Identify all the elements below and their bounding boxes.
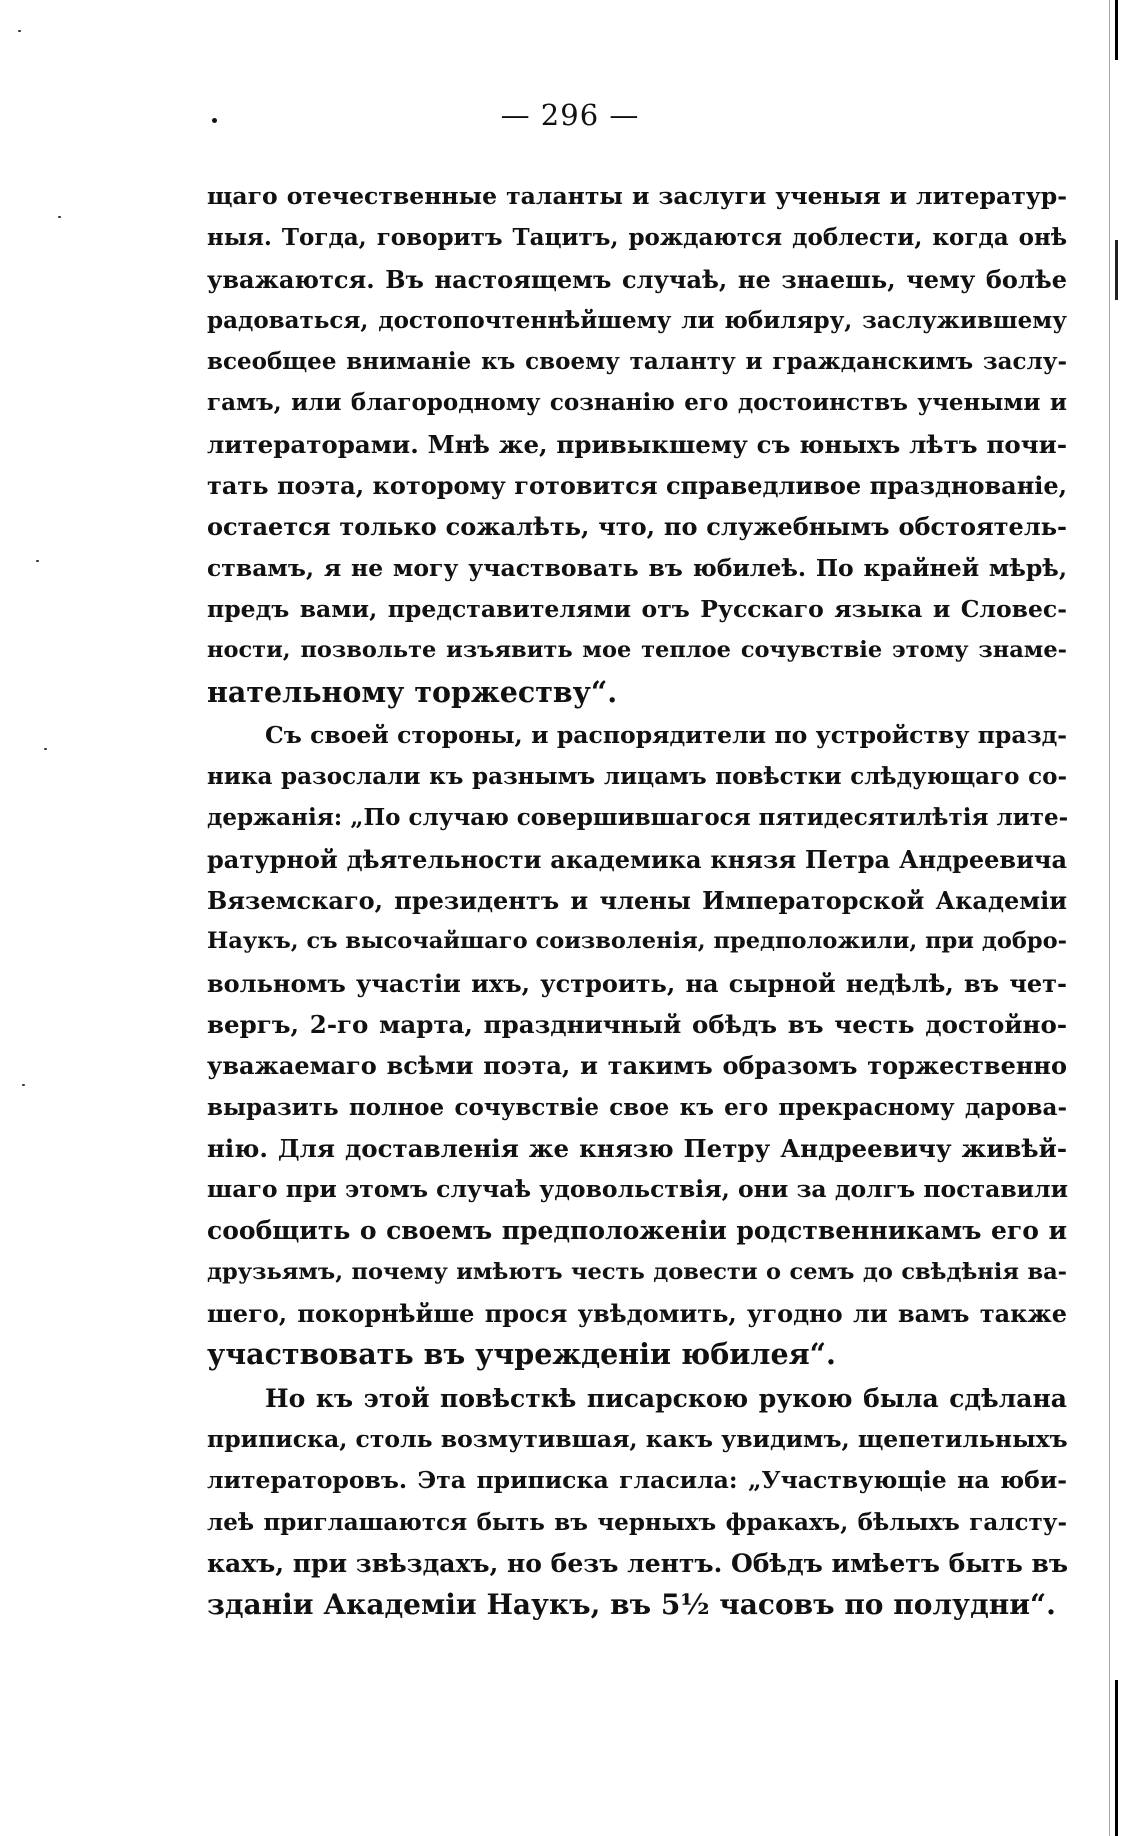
text-line: остается только сожалѣть, что, по служебнымъ обстоятель- [207, 512, 1067, 542]
scan-speck [18, 30, 21, 32]
text-line: вергъ, 2-го марта, праздничный обѣдъ въ честь достойно- [207, 1009, 1067, 1039]
text-line: держанія: „По случаю совершившагося пятидесятилѣтія лите- [207, 804, 1069, 832]
text-line: радоваться, достопочтеннѣйшему ли юбиляру, заслужившему [207, 306, 1067, 334]
text-line: сообщить о своемъ предположеніи родственникамъ его и [207, 1216, 1067, 1246]
text-line: ности, позвольте изъявить мое теплое сочувствіе этому знаме- [207, 637, 1067, 664]
text-line: шаго при этомъ случаѣ удовольствія, они за долгъ поставили [207, 1175, 1069, 1204]
text-line: ратурной дѣятельности академика князя Петра Андреевича [207, 844, 1067, 874]
text-line: участвовать въ учрежденіи юбилея“. [207, 1337, 836, 1372]
text-line: леѣ приглашаются быть въ черныхъ фракахъ, бѣлыхъ галсту- [207, 1508, 1067, 1536]
text-line: Но къ этой повѣсткѣ писарскою рукою была сдѣлана [265, 1383, 1067, 1413]
scan-speck [44, 748, 47, 750]
text-line: Наукъ, съ высочайшаго соизволенія, предположили, при добро- [207, 928, 1067, 955]
text-line: ствамъ, я не могу участвовать въ юбилеѣ. По крайней мѣрѣ, [207, 553, 1067, 582]
scan-speck [22, 1084, 25, 1086]
paragraph-1 [207, 176, 1067, 713]
paragraph-2 [207, 715, 1067, 1376]
scan-speck [58, 216, 61, 218]
text-line: зданіи Академіи Наукъ, въ 5½ часовъ по полудни“. [207, 1588, 1056, 1622]
text-line: щаго отечественные таланты и заслуги ученыя и литератур- [207, 182, 1067, 210]
text-line: всеобщее вниманіе къ своему таланту и гражданскимъ заслу- [207, 348, 1067, 376]
text-line: нательному торжеству“. [207, 674, 618, 709]
scan-edge-shadow [1115, 0, 1118, 1836]
text-line: тать поэта, которому готовится справедливое празднованіе, [207, 471, 1067, 501]
page-number: — 296 — [500, 98, 640, 132]
text-line: кахъ, при звѣздахъ, но безъ лентъ. Обѣдъ имѣетъ быть въ [207, 1548, 1069, 1578]
text-line: вольномъ участіи ихъ, устроить, на сырной недѣлѣ, въ чет- [207, 968, 1067, 998]
text-line: уважаются. Въ настоящемъ случаѣ, не знаешь, чему болѣе [207, 264, 1067, 294]
text-line: предъ вами, представителями отъ Русскаго языка и Словес- [207, 594, 1067, 623]
text-line: выразить полное сочувствіе свое къ его прекрасному дарова- [207, 1093, 1067, 1121]
text-line: приписка, столь возмутившая, какъ увидимъ, щепетильныхъ [207, 1424, 1068, 1453]
text-line: нію. Для доставленія же князю Петру Андреевичу живѣй- [207, 1133, 1067, 1163]
text-line: уважаемаго всѣми поэта, и такимъ образомъ торжественно [207, 1051, 1067, 1081]
text-line: друзьямъ, почему имѣютъ честь довести о семъ до свѣдѣнія ва- [207, 1258, 1067, 1285]
body-text [207, 176, 1067, 1627]
scan-edge-line [1109, 0, 1110, 1836]
paragraph-3 [207, 1378, 1067, 1626]
scan-speck [36, 560, 39, 562]
text-line: гамъ, или благородному сознанію его достоинствъ учеными и [207, 389, 1067, 417]
text-line: литераторами. Мнѣ же, привыкшему съ юныхъ лѣтъ почи- [207, 429, 1067, 459]
text-line: ныя. Тогда, говоритъ Тацитъ, рождаются доблести, когда онѣ [207, 224, 1067, 252]
text-line: Вяземскаго, президентъ и члены Императорской Академіи [207, 886, 1067, 916]
text-line: ника разослали къ разнымъ лицамъ повѣстки слѣдующаго со- [207, 763, 1067, 791]
text-line: литераторовъ. Эта приписка гласила: „Участвующіе на юби- [207, 1466, 1067, 1495]
text-line: Съ своей стороны, и распорядители по устройству празд- [265, 720, 1067, 749]
text-line: шего, покорнѣйше прося увѣдомить, угодно ли вамъ также [207, 1299, 1067, 1329]
